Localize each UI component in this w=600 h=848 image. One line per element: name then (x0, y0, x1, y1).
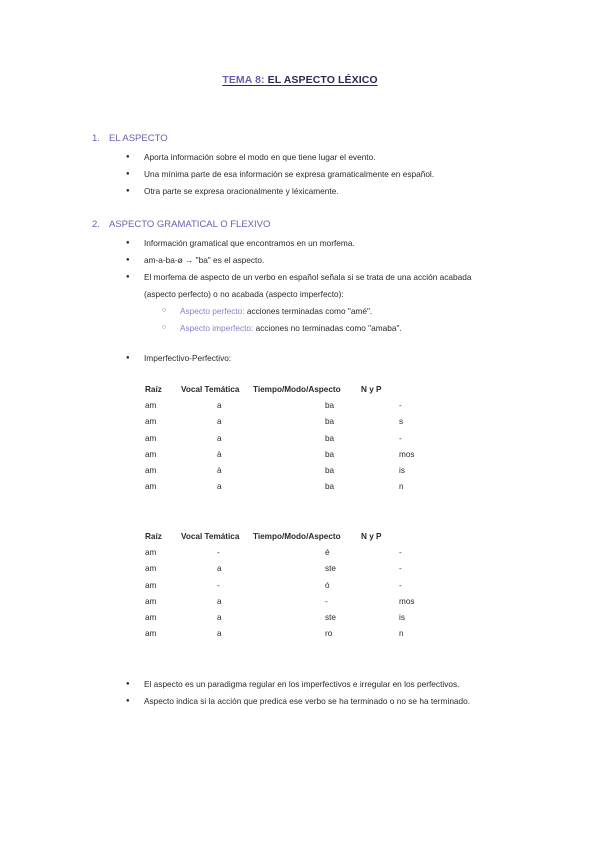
cell-tma: ba (325, 482, 335, 492)
cell-nyp: s (399, 417, 404, 427)
section-1-title: EL ASPECTO (109, 133, 168, 144)
table-row (145, 613, 436, 629)
table-row (145, 450, 436, 466)
cell-raiz: am (145, 433, 157, 443)
table-row (145, 434, 436, 450)
cell-nyp: - (399, 433, 402, 443)
cell-vocal: - (217, 580, 220, 590)
cell-vocal: - (217, 548, 220, 557)
cell-raiz: am (145, 449, 157, 459)
imperfect-table (145, 385, 436, 499)
table-header-row (145, 532, 436, 548)
list-item: ● Otra parte se expresa oracionalmente y léxicamente. (126, 183, 434, 200)
list-item: ● El aspecto es un paradigma regular en los imperfectivos e irregular en los perfectivos. (126, 676, 470, 693)
cell-raiz: am (145, 596, 157, 606)
cell-nyp: - (399, 401, 402, 410)
cell-vocal: a (217, 629, 222, 639)
table-row (145, 417, 436, 433)
cell-raiz: am (145, 548, 157, 557)
cell-tma: ste (325, 613, 336, 623)
cell-nyp: mos (399, 449, 415, 459)
table-row (145, 564, 436, 580)
sub-item (162, 303, 402, 320)
header-tma: Tiempo/Modo/Aspecto (253, 532, 341, 541)
list-item (126, 269, 471, 303)
table-row (145, 597, 436, 613)
definition: acciones terminadas como "amé". (244, 306, 373, 316)
cell-nyp: - (399, 548, 402, 557)
cell-tma: ba (325, 433, 335, 443)
cell-tma: ba (325, 417, 335, 427)
title-text: EL ASPECTO LÉXICO (264, 74, 378, 86)
section-2-number: 2. (92, 219, 100, 230)
header-nyp: N y P (361, 532, 382, 541)
section-2-heading (92, 219, 270, 230)
list-item: ● Aporta información sobre el modo en que tiene lugar el evento. (126, 149, 434, 166)
cell-tma: ó (325, 580, 330, 590)
header-vocal: Vocal Temática (181, 385, 240, 394)
definition: acciones no terminadas como "amaba". (253, 322, 402, 333)
cell-vocal: a (217, 596, 222, 606)
cell-raiz: am (145, 401, 157, 410)
table-row (145, 482, 436, 498)
section-1-heading (92, 133, 168, 144)
cell-tma: ba (325, 449, 335, 459)
header-nyp: N y P (361, 385, 382, 394)
cell-nyp: is (399, 613, 405, 623)
section-2-list (126, 235, 471, 303)
cell-vocal: a (217, 564, 222, 574)
list-item-line: El morfema de aspecto de un verbo en español señala si se trata de una acción acabada (144, 272, 472, 282)
table-row (145, 629, 436, 645)
cell-tma: ba (325, 401, 335, 410)
cell-vocal: a (217, 482, 222, 492)
cell-nyp: n (399, 629, 404, 639)
section-1-number: 1. (92, 133, 100, 144)
list-item: ● Aspecto indica si la acción que predica ese verbo se ha terminado o no se ha terminado. (126, 693, 470, 710)
section-1-list (126, 149, 434, 200)
cell-vocal: à (217, 466, 222, 476)
sub-item (162, 320, 402, 337)
cell-raiz: am (145, 580, 157, 590)
table-row (145, 581, 436, 597)
section-2-title: ASPECTO GRAMATICAL O FLEXIVO (109, 219, 271, 230)
pair-list (126, 350, 231, 367)
cell-vocal: a (217, 401, 222, 410)
aspect-sublist (162, 303, 402, 336)
cell-raiz: am (145, 466, 157, 476)
cell-tma: - (325, 596, 328, 606)
table-row (145, 401, 436, 417)
cell-nyp: is (399, 466, 405, 476)
header-raiz: Raíz (145, 385, 162, 394)
cell-vocal: a (217, 613, 222, 623)
closing-list (126, 676, 470, 710)
cell-raiz: am (145, 564, 157, 574)
table-row (145, 548, 436, 564)
cell-tma: ro (325, 629, 333, 639)
cell-vocal: à (217, 449, 222, 459)
cell-raiz: am (145, 613, 157, 623)
list-item-line: (aspecto perfecto) o no acabada (aspecto imperfecto): (144, 289, 344, 299)
perfect-table (145, 532, 436, 646)
cell-raiz: am (145, 417, 157, 427)
cell-tma: é (325, 548, 330, 557)
header-tma: Tiempo/Modo/Aspecto (253, 385, 341, 394)
cell-tma: ste (325, 564, 336, 574)
cell-raiz: am (145, 482, 157, 492)
list-item: ● Información gramatical que encontramos en un morfema. (126, 235, 471, 252)
title-prefix: TEMA 8: (222, 74, 265, 86)
cell-raiz: am (145, 629, 157, 639)
cell-vocal: a (217, 417, 222, 427)
cell-nyp: - (399, 580, 402, 590)
cell-nyp: - (399, 564, 402, 574)
table-row (145, 466, 436, 482)
list-item: ● Imperfectivo-Perfectivo: (126, 350, 231, 367)
list-item: ● Una mínima parte de esa informaciòn se expresa gramaticalmente en español. (126, 166, 434, 183)
page-title (0, 74, 600, 86)
cell-nyp: n (399, 482, 404, 492)
header-vocal: Vocal Temática (181, 532, 240, 541)
table-header-row (145, 385, 436, 401)
cell-nyp: mos (399, 596, 415, 606)
cell-vocal: a (217, 433, 222, 443)
list-item: ● am-a-ba-ø → "ba" es el aspecto. (126, 252, 471, 269)
header-raiz: Raíz (145, 532, 162, 541)
term: Aspecto imperfecto: (180, 322, 254, 333)
cell-tma: ba (325, 466, 335, 476)
term: Aspecto perfecto: (180, 306, 245, 316)
